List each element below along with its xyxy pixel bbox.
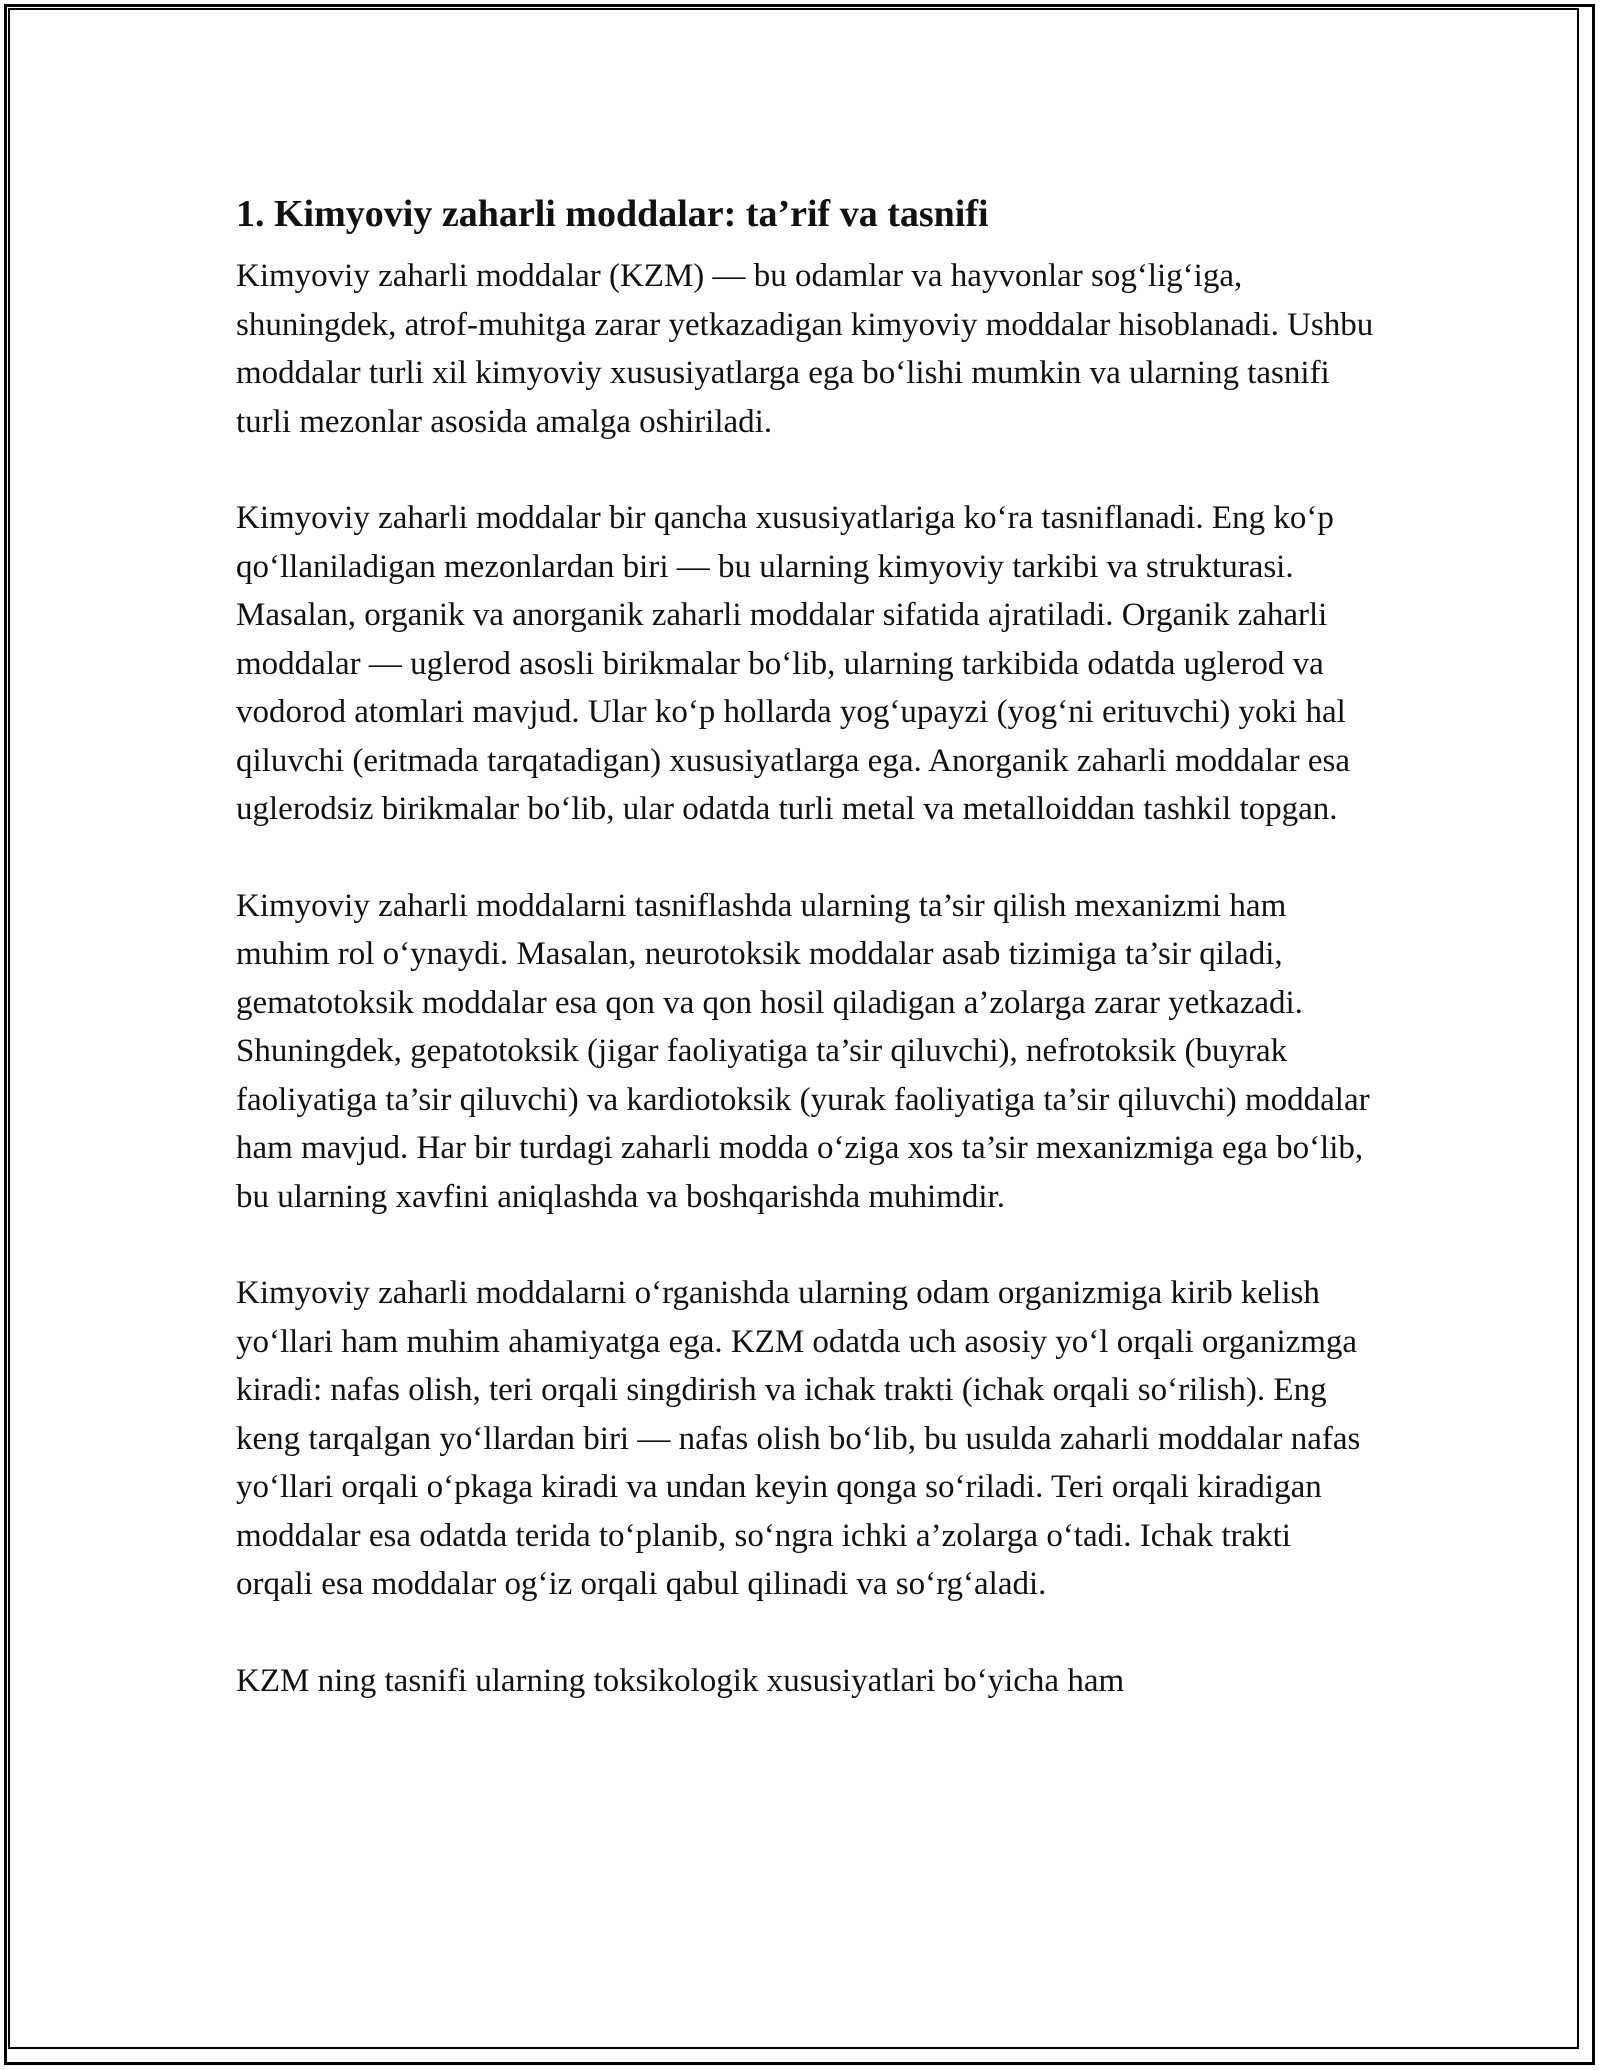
paragraph-definition: Kimyoviy zaharli moddalar (KZM) — bu odamlar va hayvonlar sog‘lig‘iga, shuningdek, atrof-muhitga zarar yetkazadigan kimyoviy moddalar hisoblanadi. Ushbu moddalar turli xil kimyoviy xususiyatlarga ega bo‘lishi mumkin va ularning tasnifi turli mezonlar asosida amalga oshiriladi. <box>236 258 1374 440</box>
document-body <box>236 190 1376 1753</box>
paragraph-mechanism: Kimyoviy zaharli moddalarni tasniflashda ularning ta’sir qilish mexanizmi ham muhim rol o‘ynaydi. Masalan, neurotoksik moddalar asab tizimiga ta’sir qiladi, gematotoksik moddalar esa qon va qon hosil qiladigan a’zolarga zarar yetkazadi. Shuningdek, gepatotoksik (jigar faoliyatiga ta’sir qiluvchi), nefrotoksik (buyrak faoliyatiga ta’sir qiluvchi) va kardiotoksik (yurak faoliyatiga ta’sir qiluvchi) moddalar ham mavjud. Har bir turdagi zaharli modda o‘ziga xos ta’sir mexanizmiga ega bo‘lib, bu ularning xavfini aniqlashda va boshqarishda muhimdir. <box>236 887 1370 1215</box>
paragraph-toxicology: KZM ning tasnifi ularning toksikologik xususiyatlari bo‘yicha ham <box>236 1662 1125 1699</box>
paragraph-composition: Kimyoviy zaharli moddalar bir qancha xususiyatlariga ko‘ra tasniflanadi. Eng ko‘p qo‘llaniladigan mezonlardan biri — bu ularning kimyoviy tarkibi va strukturasi. Masalan, organik va anorganik zaharli moddalar sifatida ajratiladi. Organik zaharli moddalar — uglerod asosli birikmalar bo‘lib, ularning tarkibida odatda uglerod va vodorod atomlari mavjud. Ular ko‘p hollarda yog‘upayzi (yog‘ni erituvchi) yoki hal qiluvchi (eritmada tarqatadigan) xususiyatlarga ega. Anorganik zaharli moddalar esa uglerodsiz birikmalar bo‘lib, ular odatda turli metal va metalloiddan tashkil topgan. <box>236 500 1350 827</box>
section-heading: 1. Kimyoviy zaharli moddalar: ta’rif va tasnifi <box>236 193 989 235</box>
paragraph-entry-routes: Kimyoviy zaharli moddalarni o‘rganishda ularning odam organizmiga kirib kelish yo‘llari ham muhim ahamiyatga ega. KZM odatda uch asosiy yo‘l orqali organizmga kiradi: nafas olish, teri orqali singdirish va ichak trakti (ichak orqali so‘rilish). Eng keng tarqalgan yo‘llardan biri — nafas olish bo‘lib, bu usulda zaharli moddalar nafas yo‘llari orqali o‘pkaga kiradi va undan keyin qonga so‘riladi. Teri orqali kiradigan moddalar esa odatda terida to‘planib, so‘ngra ichki a’zolarga o‘tadi. Ichak trakti orqali esa moddalar og‘iz orqali qabul qilinadi va so‘rg‘aladi. <box>236 1275 1361 1602</box>
